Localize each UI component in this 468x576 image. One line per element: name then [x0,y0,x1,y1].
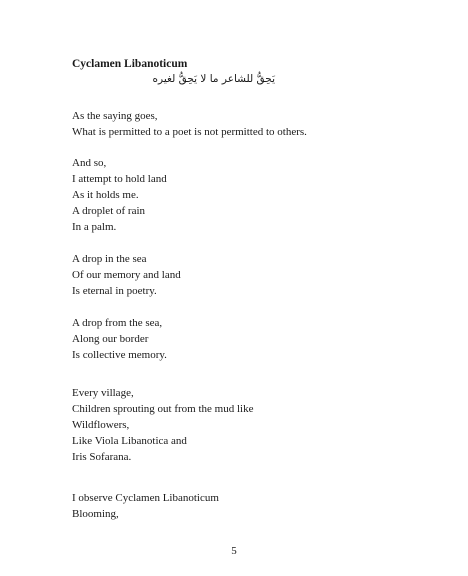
poem-line: Blooming, [72,508,119,520]
poem-line: And so, [72,157,107,169]
poem-line: A droplet of rain [72,205,146,217]
poem-line: What is permitted to a poet is not permitted to others. [72,126,307,138]
poem-line: I attempt to hold land [72,173,167,185]
poem-title: Cyclamen Libanoticum [72,58,188,70]
page-number: 5 [231,545,237,557]
poem-line: Like Viola Libanotica and [72,435,187,447]
poem-line: I observe Cyclamen Libanoticum [72,492,219,504]
poem-line: Along our border [72,333,149,345]
poem-line: As it holds me. [72,189,139,201]
poem-line: Is collective memory. [72,349,167,361]
poem-line: As the saying goes, [72,110,158,122]
poem-line: A drop from the sea, [72,317,163,329]
poem-line: Is eternal in poetry. [72,285,157,297]
poem-line: Children sprouting out from the mud like [72,403,254,415]
arabic-epigraph: يَحِقُّ للشاعر ما لا يَحِقُّ لغيره [152,73,275,85]
poem-line: Iris Sofarana. [72,451,132,463]
poem-line: A drop in the sea [72,253,147,265]
poem-line: Of our memory and land [72,269,181,281]
poem-line: Every village, [72,387,134,399]
poem-line: Wildflowers, [72,419,130,431]
poem-line: In a palm. [72,221,117,233]
